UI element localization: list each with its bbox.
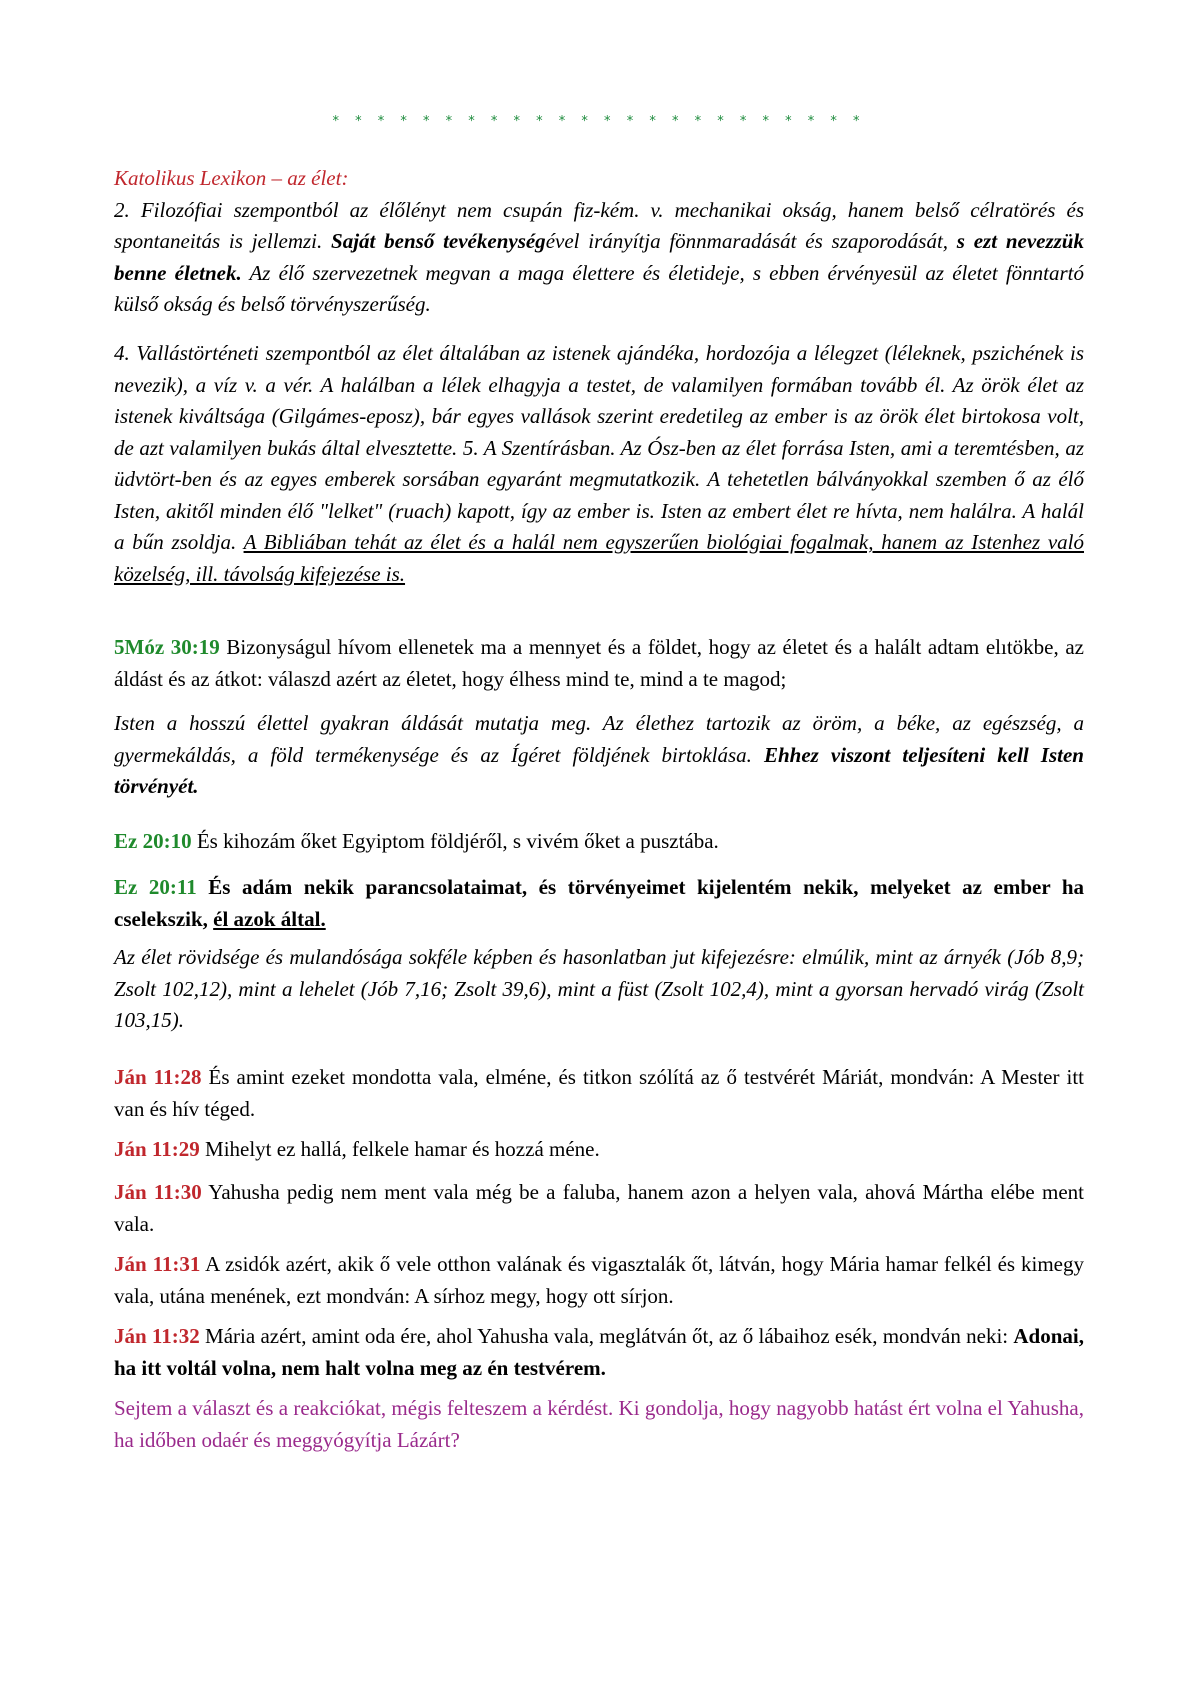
verse-reference: Ez 20:11 [114, 875, 197, 899]
rovidseg-commentary: Az élet rövidsége és mulandósága sokféle képben és hasonlatban jut kifejezésre: elmúlik, mint az árnyék (Jób 8,9; Zsolt 102,12), mint a lehelet (Jób 7,16; Zsolt 39,6), mint a füst (Zsolt 102,4), mint a gyorsan hervadó virág (Zsolt 103,15). [114, 945, 1084, 1032]
closing-question: Sejtem a választ és a reakciókat, mégis felteszem a kérdést. Ki gondolja, hogy nagyobb hatást ért volna el Yahusha, ha időben odaér és meggyógyítja Lázárt? [114, 1396, 1084, 1452]
verse-ez-20-11 [114, 872, 1084, 935]
verse-jan-11-29 [114, 1134, 1084, 1166]
isten-commentary [114, 708, 1084, 803]
section-divider: * * * * * * * * * * * * * * * * * * * * * * * * [332, 114, 866, 129]
lexikon-heading: Katolikus Lexikon – az élet: [114, 166, 349, 190]
lexikon-p4-underlined: A Bibliában tehát az élet és a halál nem egyszerűen biológiai fogalmak, hanem az Istenhez való közelség, ill. távolság kifejezése is. [114, 530, 1084, 586]
verse-jan-11-30 [114, 1177, 1084, 1240]
verse-jan-11-28 [114, 1062, 1084, 1125]
verse-text: Mihelyt ez hallá, felkele hamar és hozzá méne. [199, 1137, 600, 1161]
verse-text: És kihozám őket Egyiptom földjéről, s vivém őket a pusztába. [191, 829, 719, 853]
lexikon-p2-text-e: Az élő szervezetnek megvan a maga élettere és életideje, s ebben érvényesül az életet fönntartó külső okság és belső törvényszerűség. [114, 260, 1084, 316]
verse-5moz-30-19 [114, 632, 1084, 695]
verse-jan-11-32 [114, 1321, 1084, 1384]
verse-reference: Ján 11:32 [114, 1324, 200, 1348]
verse-reference: Ján 11:29 [114, 1137, 200, 1161]
verse-text: Yahusha pedig nem ment vala még be a faluba, hanem azon a helyen vala, ahová Mártha elébe ment vala. [114, 1180, 1085, 1236]
verse-reference: Ján 11:31 [114, 1252, 201, 1276]
verse-text: És adám nekik parancsolataimat, és törvényeimet kijelentém nekik, melyeket az ember ha cselekszik, [114, 875, 1084, 931]
lexikon-p2-bold-a: Saját benső tevékenység [331, 229, 546, 253]
verse-reference: Ján 11:28 [114, 1065, 202, 1089]
verse-text: És amint ezeket mondotta vala, elméne, és titkon szólítá az ő testvérét Máriát, mondván: A Mester itt van és hív téged. [114, 1065, 1085, 1121]
lexikon-paragraph-2 [114, 195, 1084, 321]
lexikon-p2-text-c: ével irányítja fönnmaradását és szaporodását, [545, 229, 957, 253]
lexikon-section [114, 163, 1084, 321]
lexikon-paragraph-4 [114, 338, 1084, 590]
verse-reference: 5Móz 30:19 [114, 635, 220, 659]
verse-reference: Ez 20:10 [114, 829, 192, 853]
isten-commentary-text: Isten a hosszú élettel gyakran áldását mutatja meg. Az élethez tartozik az öröm, a béke, az egészség, a gyermekáldás, a föld termékenysége és az Ígéret földjének birtoklása. [114, 711, 1084, 767]
lexikon-p2-text-a: 2. Filozófiai szempontból az élőlényt nem csupán fiz-kém. v. mechanikai okság, hanem belső célratörés és spontaneitás is jellemzi. [114, 197, 1084, 253]
lexikon-p2-bold-d: s ezt nevezzük benne életnek. [114, 229, 1084, 285]
isten-commentary-bold: Ehhez viszont teljesíteni kell Isten törvényét. [114, 742, 1084, 798]
verse-reference: Ján 11:30 [114, 1180, 202, 1204]
verse-text-underlined: él azok által. [213, 906, 326, 931]
verse-ez-20-10 [114, 826, 1084, 858]
verse-text: Mária azért, amint oda ére, ahol Yahusha vala, meglátván őt, az ő lábaihoz esék, mondván neki: [199, 1324, 1014, 1348]
verse-text: A zsidók azért, akik ő vele otthon valának és vigasztalák őt, látván, hogy Mária hamar felkél és kimegy vala, utána menének, ezt mondván: A sírhoz megy, hogy ott sírjon. [114, 1252, 1084, 1308]
verse-text-bold: Adonai, ha itt voltál volna, nem halt volna meg az én testvérem. [114, 1324, 1084, 1380]
verse-text: Bizonyságul hívom ellenetek ma a mennyet és a földet, hogy az életet és a halált adtam elıtökbe, az áldást és az átkot: válaszd azért az életet, hogy élhess mind te, mind a te magod; [114, 635, 1084, 691]
lexikon-p4-text: 4. Vallástörténeti szempontból az élet általában az istenek ajándéka, hordozója a lélegzet (léleknek, pszichének is nevezik), a víz v. a vér. A halálban a lélek elhagyja a testet, de valamilyen formában tovább él. Az örök élet az istenek kiváltsága (Gilgámes-eposz), bár egyes vallások szerint eredetileg az ember is az örök élet birtokosa volt, de azt valamilyen bukás által elvesztette. 5. A Szentírásban. Az Ósz-ben az élet forrása Isten, ami a teremtésben, az üdvtört-ben és az egyes emberek sorsában egyaránt megmutatkozik. A tehetetlen bálványokkal szemben ő az élő Isten, akitől minden élő "lelket" (ruach) kapott, így az ember is. Isten az embert élet re hívta, nem halálra. A halál a bűn zsoldja. [114, 341, 1084, 554]
verse-jan-11-31 [114, 1249, 1084, 1312]
